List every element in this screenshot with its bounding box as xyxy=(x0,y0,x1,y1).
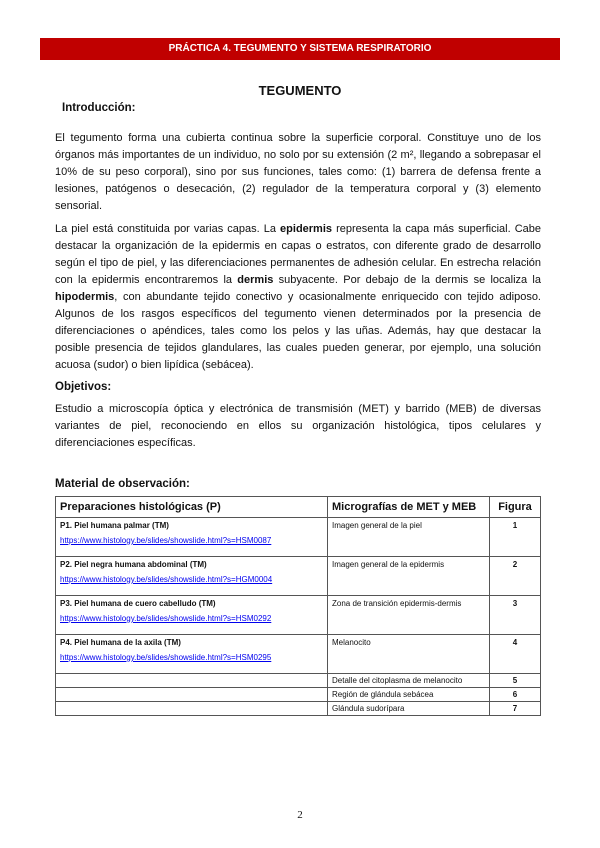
empty-cell xyxy=(56,674,328,688)
micro-cell: Detalle del citoplasma de melanocito xyxy=(328,674,490,688)
prep-cell xyxy=(56,596,328,635)
slide-link[interactable]: https://www.histology.be/slides/showslide.html?s=HSM0295 xyxy=(60,653,272,662)
objectives-heading: Objetivos: xyxy=(55,381,112,393)
table-row xyxy=(56,688,541,702)
text: La piel está constituida por varias capas. La xyxy=(55,223,281,235)
empty-cell xyxy=(56,688,328,702)
material-table xyxy=(55,496,541,716)
figure-number: 5 xyxy=(490,674,541,688)
prep-cell xyxy=(56,518,328,557)
col-header: Preparaciones histológicas (P) xyxy=(56,497,328,518)
col-header: Figura xyxy=(490,497,541,518)
prep-cell xyxy=(56,635,328,674)
figure-number: 2 xyxy=(490,557,541,596)
empty-cell xyxy=(56,702,328,716)
table-header-row xyxy=(56,497,541,518)
material-heading: Material de observación: xyxy=(55,478,190,490)
col-header: Micrografías de MET y MEB xyxy=(328,497,490,518)
table-row xyxy=(56,635,541,674)
page-number: 2 xyxy=(297,809,303,821)
micro-cell: Glándula sudorípara xyxy=(328,702,490,716)
prep-name: P4. Piel humana de la axila (TM) xyxy=(60,638,181,647)
slide-link[interactable]: https://www.histology.be/slides/showslide.html?s=HSM0087 xyxy=(60,536,272,545)
table-row xyxy=(56,702,541,716)
prep-name: P3. Piel humana de cuero cabelludo (TM) xyxy=(60,599,216,608)
document-body xyxy=(55,100,541,716)
prep-name: P2. Piel negra humana abdominal (TM) xyxy=(60,560,207,569)
text: representa la capa más superficial. Cabe destacar la organización de la epidermis en capas o estratos, con diferente grado de desarrollo según el tipo de piel, y las diferenciaciones permanentes de adhesión celular. En estrecha relación con la epidermis encontraremos la xyxy=(55,223,541,286)
figure-number: 6 xyxy=(490,688,541,702)
term-epidermis: epidermis xyxy=(280,223,333,235)
table-row xyxy=(56,557,541,596)
micro-cell: Imagen general de la piel xyxy=(328,518,490,557)
micro-cell: Zona de transición epidermis-dermis xyxy=(328,596,490,635)
objectives-text: Estudio a microscopía óptica y electrónica de transmisión (MET) y barrido (MEB) de diversas variantes de piel, reconociendo en ellos su organización histológica, tipos celulares y diferenciaciones específicas. xyxy=(55,403,541,449)
prep-cell xyxy=(56,557,328,596)
page-title: TEGUMENTO xyxy=(258,83,342,98)
figure-number: 4 xyxy=(490,635,541,674)
text: , con abundante tejido conectivo y ocasionalmente enriquecido con tejido adiposo. Algunos de los rasgos específicos del tegumento vienen determinados por la presencia de diferenciaciones o apéndices, tales como los pelos y las uñas. Además, hay que destacar la posible presencia de tejidos glandulares, las cuales pueden generar, por ejemplo, una solución acuosa (sudor) o bien lipídica (sebácea). xyxy=(55,291,541,371)
table-row xyxy=(56,518,541,557)
slide-link[interactable]: https://www.histology.be/slides/showslide.html?s=HSM0292 xyxy=(60,614,272,623)
text: subyacente. Por debajo de la dermis se localiza la xyxy=(273,274,541,286)
slide-link[interactable]: https://www.histology.be/slides/showslide.html?s=HGM0004 xyxy=(60,575,273,584)
micro-cell: Imagen general de la epidermis xyxy=(328,557,490,596)
table-row xyxy=(56,596,541,635)
intro-paragraph-2 xyxy=(55,221,541,374)
micro-cell: Región de glándula sebácea xyxy=(328,688,490,702)
figure-number: 1 xyxy=(490,518,541,557)
intro-paragraph-1: El tegumento forma una cubierta continua sobre la superficie corporal. Constituye uno de los órganos más importantes de un individuo, no solo por su extensión (2 m², llegando a sobrepasar el 10% de su peso corporal), sino por sus funciones, tales como: (1) barrera de defensa frente a lesiones, patógenos o desecación, (2) regulador de la temperatura corporal y (3) elemento sensorial. xyxy=(55,132,541,212)
prep-name: P1. Piel humana palmar (TM) xyxy=(60,521,169,530)
header-banner: PRÁCTICA 4. TEGUMENTO Y SISTEMA RESPIRATORIO xyxy=(40,38,560,60)
micro-cell: Melanocito xyxy=(328,635,490,674)
term-hipodermis: hipodermis xyxy=(55,291,115,303)
figure-number: 7 xyxy=(490,702,541,716)
table-row xyxy=(56,674,541,688)
intro-heading: Introducción: xyxy=(62,102,136,114)
figure-number: 3 xyxy=(490,596,541,635)
term-dermis: dermis xyxy=(237,274,274,286)
